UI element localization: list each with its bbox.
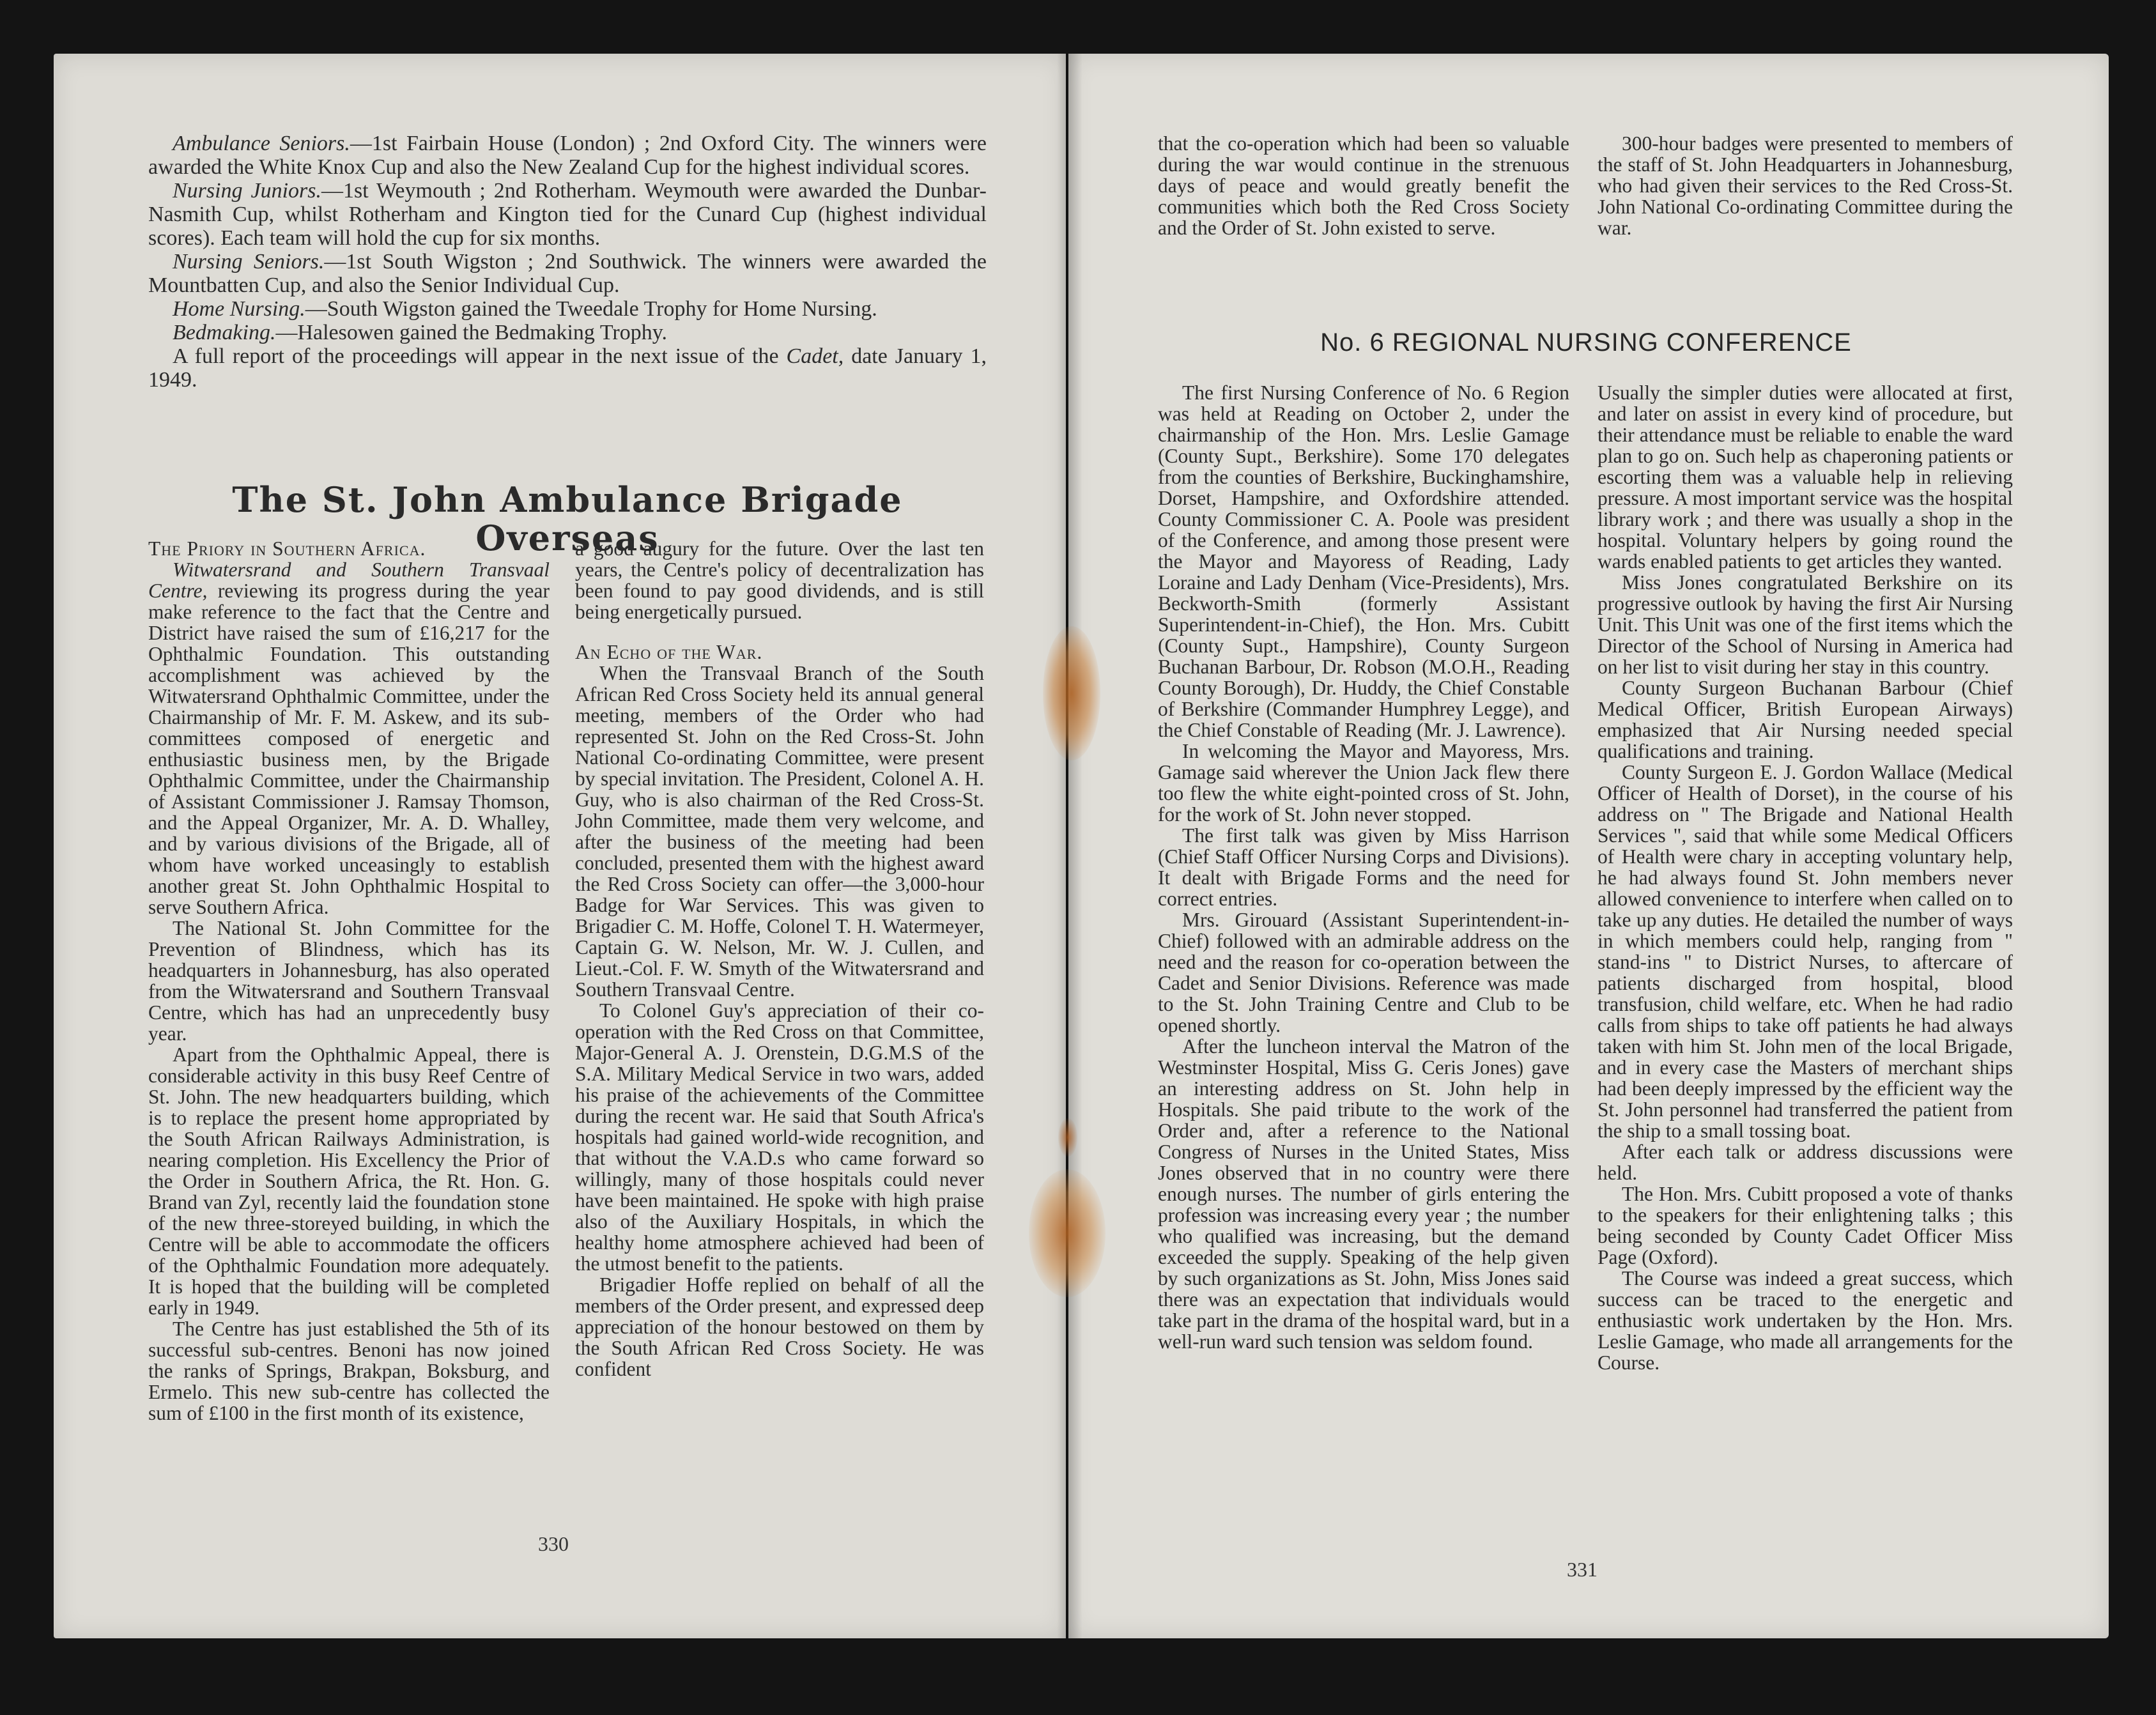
paragraph: After the luncheon interval the Matron of the Westminster Hospital, Miss G. Ceris Jones) gave an interesting address on St. John help in Hospitals. She paid tribute to the work of the Order and, after a reference to the National Congress of Nurses in the United States, Miss Jones observed that in no country were there enough nurses. The number of girls entering the profession was increasing every year ; the number who qualified was increasing, but the demand exceeded the supply. Speaking of the help given by such organizations as St. John, Miss Jones said there was an expectation that individuals would take part in the drama of the hospital ward, but in a well-run ward such tension was seldom found. bbox=[1158, 1035, 1569, 1353]
paragraph: In welcoming the Mayor and Mayoress, Mrs. Gamage said wherever the Union Jack flew there too flew the white eight-pointed cross of St. John, for the work of St. John never stopped. bbox=[1158, 740, 1569, 826]
paragraph: The first talk was given by Miss Harrison (Chief Staff Officer Nursing Corps and Divisions). It dealt with Brigade Forms and the need for correct entries. bbox=[1158, 824, 1569, 910]
page-number: 331 bbox=[1567, 1558, 1598, 1581]
paragraph: The Hon. Mrs. Cubitt proposed a vote of thanks to the speakers for their enlightening talks ; this being seconded by County Cadet Officer Miss Page (Oxford). bbox=[1598, 1183, 2013, 1268]
home-nursing-text: —South Wigston gained the Tweedale Trophy for Home Nursing. bbox=[305, 297, 877, 321]
right-top-column-2 bbox=[1598, 133, 2013, 238]
bedmaking-label: Bedmaking. bbox=[173, 321, 276, 344]
paragraph: Mrs. Girouard (Assistant Superintendent-in-Chief) followed with an admirable address on the need and the reason for co-operation between the Cadet and Senior Divisions. Reference was made to the St. John Training Centre and Club to be opened shortly. bbox=[1158, 909, 1569, 1036]
echo-heading: An Echo of the War. bbox=[575, 641, 763, 663]
results-intro bbox=[148, 132, 987, 392]
paragraph: To Colonel Guy's appreciation of their co-operation with the Red Cross on that Committee, Major-General A. J. Orenstein, D.G.M.S of the S.A. Military Medical Service in two wars, added his praise of the achievements of the Committee during the recent war. He said that South Africa's hospitals had gained world-wide recognition, and that without the V.A.D.s who came forward so willingly, many of those hospitals could never have been maintained. He spoke with high praise also of the Auxiliary Hospitals, in which the healthy home atmosphere achieved had been of the utmost benefit to the patients. bbox=[575, 999, 984, 1275]
ambulance-seniors-text: —1st Fairbain House (London) ; 2nd Oxford City. The winners were awarded the White Knox Cup and also the New Zealand Cup for the highest individual scores. bbox=[148, 132, 987, 179]
nursing-seniors-label: Nursing Seniors. bbox=[173, 250, 325, 273]
paragraph: 300-hour badges were presented to members of the staff of St. John Headquarters in Johannesburg, who had given their services to the Red Cross-St. John National Co-ordinating Committee during the war. bbox=[1598, 132, 2013, 239]
book-gutter bbox=[1057, 54, 1082, 1638]
overseas-section-title: The St. John Ambulance Brigade Overseas bbox=[232, 479, 903, 558]
paragraph: The first Nursing Conference of No. 6 Region was held at Reading on October 2, under the chairmanship of the Hon. Mrs. Leslie Gamage (County Supt., Berkshire). Some 170 delegates from the counties of Berkshire, Buckinghamshire, Dorset, Hampshire, and Oxfordshire attended. County Commissioner C. A. Poole was president of the Conference, and among those present were the Mayor and Mayoress of Reading, Lady Loraine and Lady Denham (Vice-Presidents), Mrs. Beckworth-Smith (formerly Assistant Superintendent-in-Chief), the Hon. Mrs. Cubitt (County Supt., Hampshire), County Surgeon Buchanan Barbour, Dr. Robson (M.O.H., Reading County Borough), Dr. Huddy, the Chief Constable of Berkshire (Commander Humphrey Legge), and the Chief Constable of Reading (Mr. J. Lawrence). bbox=[1158, 381, 1569, 741]
centre-name: Witwatersrand and Southern Transvaal Centre, bbox=[148, 558, 550, 602]
ambulance-seniors-label: Ambulance Seniors. bbox=[173, 132, 350, 155]
paragraph: reviewing its progress during the year make reference to the fact that the Centre and District have raised the sum of £16,217 for the Ophthalmic Foundation. This outstanding accomplishment was achieved by the Witwatersrand Ophthalmic Committee, under the Chairmanship of Mr. F. M. Askew, and its sub-committees composed of energetic and enthusiastic business men, by the Brigade Ophthalmic Committee, under the Chairmanship of Assistant Commissioner J. Ramsay Thomson, and the Appeal Organizer, Mr. A. D. Whalley, and by various divisions of the Brigade, all of whom have worked unceasingly to establish another great St. John Ophthalmic Hospital to serve Southern Africa. bbox=[148, 580, 550, 918]
paragraph: a good augury for the future. Over the last ten years, the Centre's policy of decentralization has been found to pay good dividends, and is still being energetically pursued. bbox=[575, 537, 984, 623]
nursing-juniors-text: —1st Weymouth ; 2nd Rotherham. Weymouth were awarded the Dunbar-Nasmith Cup, whilst Rotherham and Kington tied for the Cunard Cup (highest individual scores). Each team will hold the cup for six months. bbox=[148, 179, 987, 250]
paragraph: Brigadier Hoffe replied on behalf of all the members of the Order present, and expressed deep appreciation of the honour bestowed on them by the South African Red Cross Society. He was confident bbox=[575, 1273, 984, 1380]
home-nursing-label: Home Nursing. bbox=[173, 297, 305, 321]
left-column-2 bbox=[575, 538, 984, 1380]
nursing-seniors-text: —1st South Wigston ; 2nd Southwick. The winners were awarded the Mountbatten Cup, and also the Senior Individual Cup. bbox=[148, 250, 987, 297]
stain-mark bbox=[1029, 1169, 1105, 1297]
conference-section-title: No. 6 REGIONAL NURSING CONFERENCE bbox=[1320, 328, 1852, 357]
paragraph: County Surgeon E. J. Gordon Wallace (Medical Officer of Health of Dorset), in the course of his address on " The Brigade and National Health Services ", said that while some Medical Officers of Health were chary in accepting voluntary help, he had always found St. John members never allowed convenience to interfere when called on to take up any duties. He detailed the number of ways in which members could help, ranging from " stand-ins " to District Nurses, to aftercare of patients discharged from hospital, blood transfusion, child welfare, etc. When he had radio calls from ships to take off patients he had always taken with him St. John men of the local Brigade, and in every case the Masters of merchant ships had been deeply impressed by the efficient way the St. John personnel had transferred the patient from the ship to a small tossing boat. bbox=[1598, 761, 2013, 1142]
bedmaking-text: —Halesowen gained the Bedmaking Trophy. bbox=[275, 321, 668, 344]
paragraph: After each talk or address discussions were held. bbox=[1598, 1141, 2013, 1184]
paragraph: The Centre has just established the 5th of its successful sub-centres. Benoni has now joined the ranks of Springs, Brakpan, Boksburg, and Ermelo. This new sub-centre has collected the sum of £100 in the first month of its existence, bbox=[148, 1318, 550, 1424]
stain-mark bbox=[1043, 626, 1100, 760]
left-column-1 bbox=[148, 538, 550, 1424]
paragraph: County Surgeon Buchanan Barbour (Chief Medical Officer, British European Airways) emphasized that Air Nursing needed special qualifications and training. bbox=[1598, 677, 2013, 762]
paragraph: When the Transvaal Branch of the South African Red Cross Society held its annual general meeting, members of the Order who had represented St. John on the Red Cross-St. John National Co-ordinating Committee, were present by special invitation. The President, Colonel A. H. Guy, who is also chairman of the Red Cross-St. John Committee, made them very welcome, and after the business of the meeting had been concluded, presented them with the highest award the Red Cross Society can offer—the 3,000-hour Badge for War Services. This was given to Brigadier C. M. Hoffe, Colonel T. H. Watermeyer, Captain G. W. Nelson, Mr. W. J. Cullen, and Lieut.-Col. F. W. Smyth of the Witwatersrand and Southern Transvaal Centre. bbox=[575, 662, 984, 1001]
priory-heading: The Priory in Southern Africa. bbox=[148, 537, 426, 560]
nursing-juniors-label: Nursing Juniors. bbox=[173, 179, 322, 203]
paragraph: The Course was indeed a great success, which success can be traced to the energetic and enthusiastic work undertaken by the Hon. Mrs. Leslie Gamage, who made all arrangements for the Course. bbox=[1598, 1267, 2013, 1374]
paragraph: Usually the simpler duties were allocated at first, and later on assist in every kind of procedure, but their attendance must be reliable to enable the ward plan to go on. Such help as chaperoning patients or escorting them was a valuable help in relieving pressure. A most important service was the hospital library work ; and there was usually a shop in the hospital. Voluntary helpers by going round the wards enabled patients to get articles they wanted. bbox=[1598, 381, 2013, 573]
paragraph: Miss Jones congratulated Berkshire on its progressive outlook by having the first Air Nursing Unit. This Unit was one of the first items which the Director of the School of Nursing in America had on her list to visit during her stay in this country. bbox=[1598, 571, 2013, 678]
paragraph: that the co-operation which had been so valuable during the war would continue in the strenuous days of peace and would greatly benefit the communities which both the Red Cross Society and the Order of St. John existed to serve. bbox=[1158, 132, 1569, 239]
right-column-1 bbox=[1158, 382, 1569, 1352]
page-number: 330 bbox=[538, 1532, 569, 1555]
cadet-title: Cadet, bbox=[786, 344, 844, 368]
stain-mark bbox=[1058, 1118, 1077, 1157]
paragraph: Apart from the Ophthalmic Appeal, there is considerable activity in this busy Reef Centre of St. John. The new headquarters building, which is to replace the present home appropriated by the South African Railways Administration, is nearing completion. His Excellency the Prior of the Order in Southern Africa, the Rt. Hon. G. Brand van Zyl, recently laid the foundation stone of the new three-storeyed building, in which the Centre will be able to accommodate the officers of the Ophthalmic Foundation more adequately. It is hoped that the building will be completed early in 1949. bbox=[148, 1043, 550, 1319]
paragraph: The National St. John Committee for the Prevention of Blindness, which has its headquarters in Johannesburg, has also operated from the Witwatersrand and Southern Transvaal Centre, which has had an unprecedently busy year. bbox=[148, 917, 550, 1045]
right-column-2 bbox=[1598, 382, 2013, 1373]
right-top-column-1 bbox=[1158, 133, 1569, 238]
report-note-text: A full report of the proceedings will appear in the next issue of the bbox=[173, 344, 787, 368]
report-note-date: date January 1, 1949. bbox=[148, 344, 987, 392]
